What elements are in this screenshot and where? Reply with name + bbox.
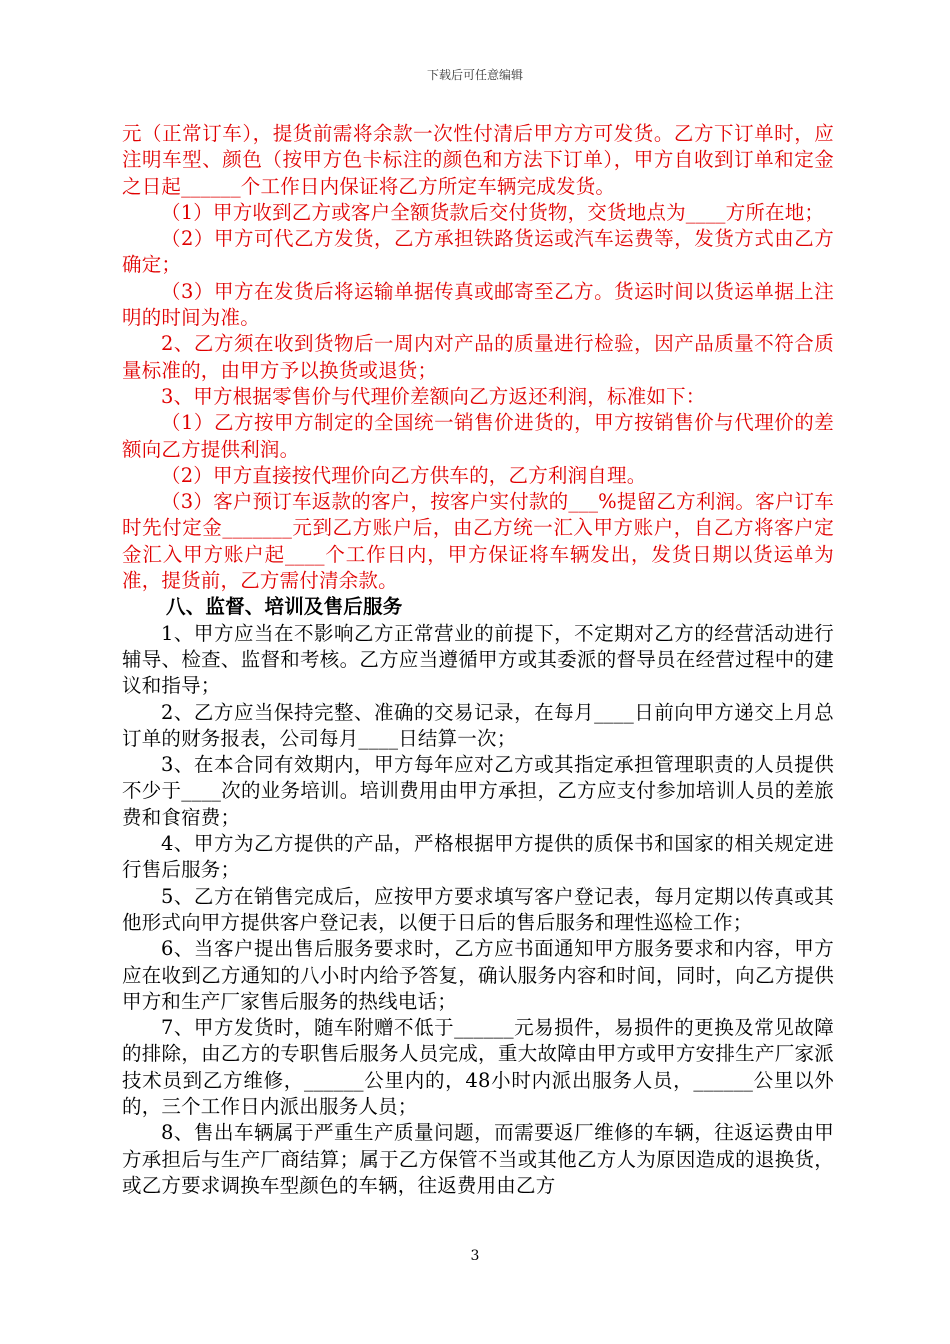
paragraph-red-0: 元（正常订车），提货前需将余款一次性付清后甲方方可发货。乙方下订单时，应注明车型、颜色（按甲方色卡标注的颜色和方法下订单），甲方自收到订单和定金之日起______个工作日内保证将乙方所定车辆完成发货。 — [122, 122, 834, 198]
page-number: 3 — [470, 1248, 480, 1264]
paragraph-red-3: （3）甲方在发货后将运输单据传真或邮寄至乙方。货运时间以货运单据上注明的时间为准。 — [122, 279, 834, 330]
paragraph-red-6: （1）乙方按甲方制定的全国统一销售价进货的，甲方按销售价与代理价的差额向乙方提供利润。 — [122, 411, 834, 461]
paragraph-black-6: 7、甲方发货时，随车附赠不低于______元易损件，易损件的更换及常见故障的排除，由乙方的专职售后服务人员完成，重大故障由甲方或甲方安排生产厂家派技术员到乙方维修，______公里内的，48小时内派出服务人员，______公里以外的，三个工作日内派出服务人员； — [122, 1016, 834, 1118]
paragraph-black-3: 4、甲方为乙方提供的产品，严格根据甲方提供的质保书和国家的相关规定进行售后服务； — [122, 832, 834, 882]
paragraph-black-5: 6、当客户提出售后服务要求时，乙方应书面通知甲方服务要求和内容，甲方应在收到乙方通知的八小时内给予答复，确认服务内容和时间，同时，向乙方提供甲方和生产厂家售后服务的热线电话； — [122, 937, 834, 1013]
paragraph-black-4: 5、乙方在销售完成后，应按甲方要求填写客户登记表，每月定期以传真或其他形式向甲方提供客户登记表，以便于日后的售后服务和理性巡检工作； — [122, 884, 834, 934]
paragraph-red-4: 2、乙方须在收到货物后一周内对产品的质量进行检验，因产品质量不符合质量标准的，由甲方予以换货或退货； — [122, 332, 834, 382]
paragraph-red-1: （1）甲方收到乙方或客户全额货款后交付货物，交货地点为____方所在地； — [161, 200, 825, 224]
paragraph-red-2: （2）甲方可代乙方发货，乙方承担铁路货运或汽车运费等，发货方式由乙方确定； — [122, 227, 834, 277]
section-heading: 八、监督、培训及售后服务 — [166, 595, 403, 619]
paragraph-black-2: 3、在本合同有效期内，甲方每年应对乙方或其指定承担管理职责的人员提供不少于____次的业务培训。培训费用由甲方承担，乙方应支付参加培训人员的差旅费和食宿费； — [122, 753, 834, 829]
paragraph-red-7: （2）甲方直接按代理价向乙方供车的，乙方利润自理。 — [161, 463, 647, 487]
paragraph-black-0: 1、甲方应当在不影响乙方正常营业的前提下，不定期对乙方的经营活动进行辅导、检查、监督和考核。乙方应当遵循甲方或其委派的督导员在经营过程中的建议和指导； — [122, 621, 834, 698]
paragraph-black-1: 2、乙方应当保持完整、准确的交易记录，在每月____日前向甲方递交上月总订单的财务报表，公司每月____日结算一次； — [122, 700, 834, 750]
page-header: 下载后可任意编辑 — [426, 68, 523, 82]
paragraph-red-5: 3、甲方根据零售价与代理价差额向乙方返还利润，标准如下： — [161, 384, 706, 408]
paragraph-black-7: 8、售出车辆属于严重生产质量问题，而需要返厂维修的车辆，往返运费由甲方承担后与生产厂商结算；属于乙方保管不当或其他乙方人为原因造成的退换货，或乙方要求调换车型颜色的车辆，往返费用由乙方 — [122, 1121, 834, 1197]
document-body — [122, 121, 834, 1199]
paragraph-red-8: （3）客户预订车返款的客户，按客户实付款的___%提留乙方利润。客户订车时先付定金_______元到乙方账户后，由乙方统一汇入甲方账户，自乙方将客户定金汇入甲方账户起____个工作日内，甲方保证将车辆发出，发货日期以货运单为准，提货前，乙方需付清余款。 — [122, 490, 834, 593]
